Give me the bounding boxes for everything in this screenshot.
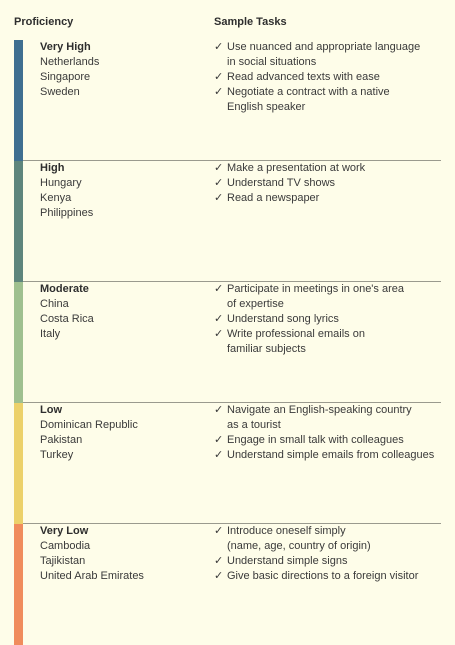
task-item — [214, 327, 446, 357]
check-icon: ✓ — [214, 86, 224, 98]
color-bar-very-low — [14, 524, 23, 645]
level-name: Low — [40, 404, 62, 416]
task-text: in social situations — [227, 56, 317, 68]
task-text: English speaker — [227, 101, 306, 113]
check-icon: ✓ — [214, 192, 224, 204]
task-item — [214, 40, 446, 70]
check-icon: ✓ — [214, 570, 224, 582]
country-name: Netherlands — [40, 56, 100, 68]
band-very-low — [0, 524, 455, 645]
check-icon: ✓ — [214, 404, 224, 416]
check-icon: ✓ — [214, 434, 224, 446]
task-text: of expertise — [227, 298, 284, 310]
task-text: Understand simple emails from colleagues — [227, 449, 435, 461]
check-icon: ✓ — [214, 41, 224, 53]
check-icon: ✓ — [214, 162, 224, 174]
country-list — [40, 55, 99, 100]
check-icon: ✓ — [214, 283, 224, 295]
task-item — [214, 161, 446, 176]
task-text: Give basic directions to a foreign visitor — [227, 570, 419, 582]
level-name: Very Low — [40, 525, 89, 537]
task-list — [214, 524, 446, 584]
task-text: as a tourist — [227, 419, 281, 431]
check-icon: ✓ — [214, 525, 224, 537]
task-text: Engage in small talk with colleagues — [227, 434, 404, 446]
country-name: Kenya — [40, 192, 72, 204]
task-text: (name, age, country of origin) — [227, 540, 371, 552]
band-low — [0, 403, 455, 524]
task-item — [214, 448, 446, 463]
band-moderate — [0, 282, 455, 403]
task-item — [214, 433, 446, 448]
task-text: Introduce oneself simply — [227, 525, 346, 537]
task-list — [214, 282, 446, 357]
task-text: Participate in meetings in one's area — [227, 283, 404, 295]
band-high — [0, 161, 455, 282]
country-list — [40, 297, 94, 342]
task-text: Negotiate a contract with a native — [227, 86, 390, 98]
task-item — [214, 176, 446, 191]
proficiency-header: Proficiency — [14, 16, 74, 28]
task-text: Write professional emails on — [227, 328, 365, 340]
color-bar-moderate — [14, 282, 23, 403]
level-name: Very High — [40, 41, 91, 53]
task-text: Understand simple signs — [227, 555, 348, 567]
task-text: Navigate an English-speaking country — [227, 404, 412, 416]
level-name: Moderate — [40, 283, 89, 295]
color-bar-high — [14, 161, 23, 282]
color-bar-low — [14, 403, 23, 524]
task-text: familiar subjects — [227, 343, 306, 355]
task-item — [214, 191, 446, 206]
check-icon: ✓ — [214, 313, 224, 325]
color-bar-very-high — [14, 40, 23, 161]
task-text: Understand TV shows — [227, 177, 336, 189]
country-name: United Arab Emirates — [40, 570, 144, 582]
task-list — [214, 161, 446, 206]
country-name: Tajikistan — [40, 555, 86, 567]
task-text: Read a newspaper — [227, 192, 320, 204]
country-list — [40, 176, 93, 221]
task-item — [214, 312, 446, 327]
sample-tasks-header: Sample Tasks — [214, 16, 287, 28]
task-item — [214, 85, 446, 115]
level-name: High — [40, 162, 65, 174]
task-item — [214, 403, 446, 433]
task-text: Read advanced texts with ease — [227, 71, 380, 83]
task-item — [214, 524, 446, 554]
task-item — [214, 569, 446, 584]
country-name: Italy — [40, 328, 61, 340]
country-list — [40, 418, 138, 463]
task-text: Use nuanced and appropriate language — [227, 41, 421, 53]
check-icon: ✓ — [214, 449, 224, 461]
check-icon: ✓ — [214, 555, 224, 567]
check-icon: ✓ — [214, 328, 224, 340]
check-icon: ✓ — [214, 177, 224, 189]
task-text: Make a presentation at work — [227, 162, 366, 174]
country-name: Pakistan — [40, 434, 83, 446]
country-name: Costa Rica — [40, 313, 94, 325]
country-list — [40, 539, 144, 584]
country-name: Sweden — [40, 86, 80, 98]
task-text: Understand song lyrics — [227, 313, 339, 325]
country-name: Turkey — [40, 449, 74, 461]
country-name: China — [40, 298, 69, 310]
check-icon: ✓ — [214, 71, 224, 83]
country-name: Philippines — [40, 207, 94, 219]
country-name: Dominican Republic — [40, 419, 138, 431]
country-name: Cambodia — [40, 540, 91, 552]
task-item — [214, 70, 446, 85]
task-list — [214, 40, 446, 115]
country-name: Hungary — [40, 177, 82, 189]
band-very-high — [0, 40, 455, 161]
task-item — [214, 554, 446, 569]
task-list — [214, 403, 446, 463]
task-item — [214, 282, 446, 312]
country-name: Singapore — [40, 71, 91, 83]
